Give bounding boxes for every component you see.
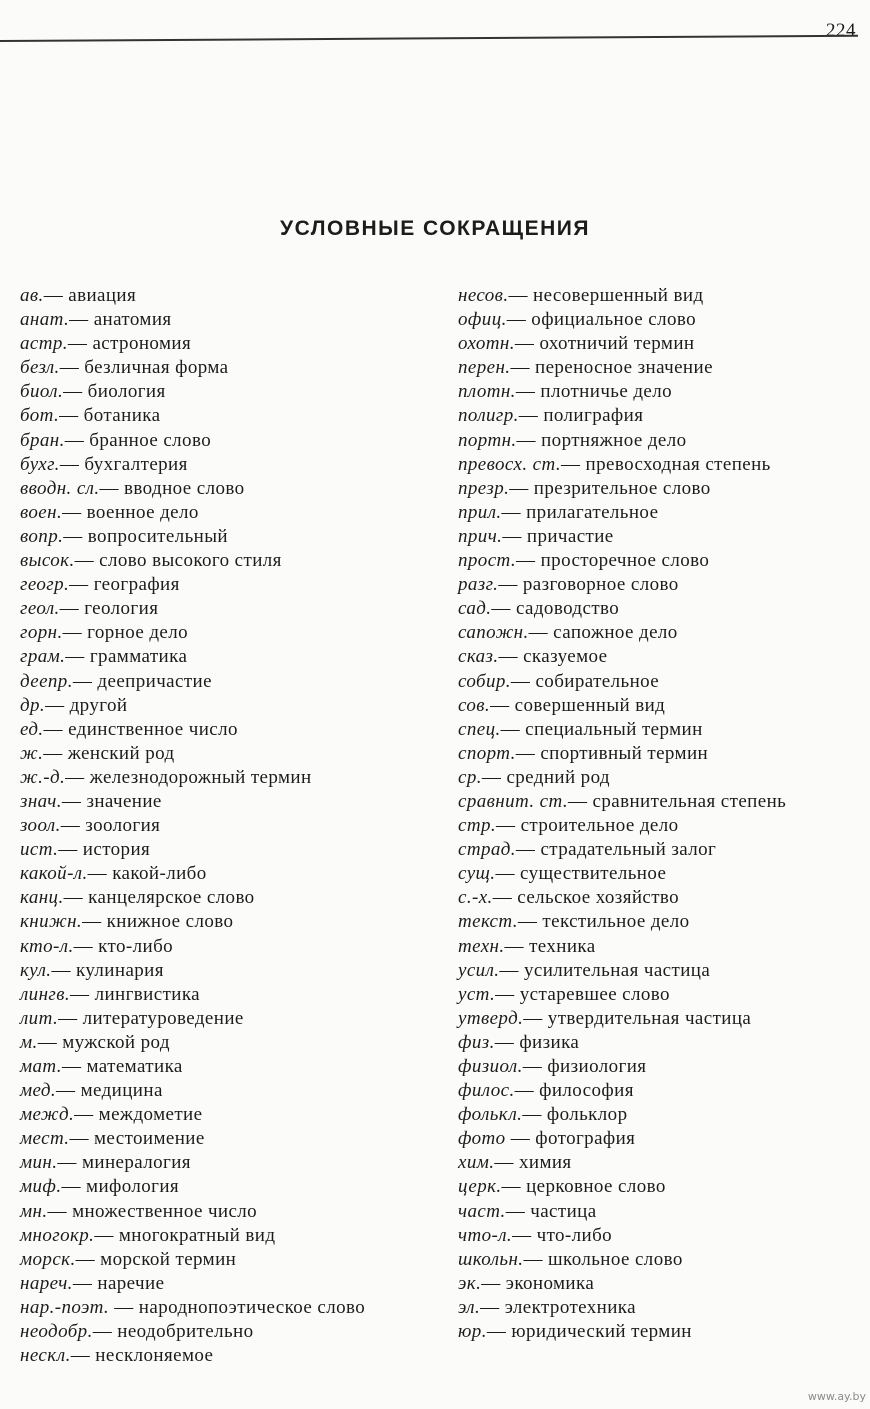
definition: — фотография — [505, 1128, 636, 1150]
abbreviation: др. — [20, 694, 46, 716]
abbreviation-entry — [20, 1175, 425, 1199]
abbreviations-left-column — [20, 284, 425, 1368]
abbreviation-entry — [458, 1151, 856, 1175]
abbreviation: вопр. — [20, 525, 64, 547]
definition: — строительное дело — [496, 815, 679, 837]
abbreviation-entry — [458, 983, 856, 1007]
abbreviation-entry — [20, 1055, 425, 1079]
abbreviation-entry — [458, 380, 856, 404]
definition: — литературоведение — [58, 1007, 244, 1029]
definition: — авиация — [43, 285, 137, 306]
abbreviation: мн. — [20, 1200, 48, 1222]
abbreviation: книжн. — [20, 911, 83, 933]
definition: — превосходная степень — [560, 453, 771, 475]
definition: — другой — [45, 694, 128, 716]
abbreviation: офиц. — [458, 309, 507, 331]
abbreviation-entry — [458, 1248, 856, 1272]
abbreviation-entry — [458, 525, 856, 549]
definition: — минералогия — [57, 1152, 191, 1174]
abbreviation-entry — [20, 1344, 425, 1368]
abbreviation: утверд. — [458, 1007, 524, 1029]
definition: — юридический термин — [486, 1321, 692, 1343]
definition: — средний род — [481, 766, 610, 788]
abbreviation-entry — [458, 284, 856, 308]
abbreviation: анат. — [20, 309, 70, 331]
definition: — охотничий термин — [514, 333, 695, 355]
abbreviation: неодобр. — [20, 1321, 93, 1343]
abbreviation-entry — [20, 1151, 425, 1175]
abbreviation-entry — [20, 332, 425, 356]
abbreviation: кул. — [20, 959, 52, 981]
definition: — прилагательное — [501, 501, 659, 523]
abbreviation-entry — [458, 1320, 856, 1344]
abbreviation: что-л. — [458, 1224, 513, 1246]
definition: — химия — [494, 1152, 572, 1174]
definition: — что-либо — [512, 1224, 613, 1246]
abbreviation: воен. — [20, 501, 63, 523]
definition: — грамматика — [65, 646, 188, 668]
abbreviation-entry — [20, 1079, 425, 1103]
abbreviation: прил. — [458, 501, 502, 523]
abbreviation-entry — [20, 790, 425, 814]
page-number: 224 — [826, 20, 856, 41]
abbreviation: ед. — [20, 718, 44, 740]
abbreviation: высок. — [20, 550, 75, 572]
abbreviation: мест. — [20, 1128, 70, 1150]
definition: — устаревшее слово — [495, 983, 670, 1005]
definition: — специальный термин — [500, 718, 703, 740]
abbreviation: сад. — [458, 598, 492, 620]
definition: — просторечное слово — [516, 550, 710, 572]
abbreviation-entry — [20, 670, 425, 694]
definition: — сказуемое — [498, 646, 608, 668]
abbreviation: бот. — [20, 405, 60, 427]
abbreviation-entry — [20, 1103, 425, 1127]
abbreviation: прост. — [458, 550, 517, 572]
definition: — вводное слово — [99, 477, 245, 499]
definition: — книжное слово — [82, 911, 234, 933]
definition: — полиграфия — [518, 405, 644, 427]
abbreviation: мед. — [20, 1080, 57, 1102]
definition: — единственное число — [43, 718, 238, 740]
abbreviation: миф. — [20, 1176, 62, 1198]
definition: — история — [58, 839, 151, 861]
abbreviation-entry — [458, 332, 856, 356]
abbreviation-entry — [458, 694, 856, 718]
abbreviation-entry — [20, 573, 425, 597]
definition: — физика — [494, 1031, 580, 1053]
abbreviation: филос. — [458, 1080, 515, 1102]
abbreviation-entry — [20, 453, 425, 477]
abbreviation: сапожн. — [458, 622, 529, 644]
definition: — экономика — [481, 1272, 595, 1294]
abbreviation: деепр. — [20, 670, 73, 692]
abbreviation: с.-х. — [458, 887, 493, 909]
abbreviation-entry — [458, 1200, 856, 1224]
abbreviation: биол. — [20, 381, 64, 403]
definition: — народнопоэтическое слово — [109, 1296, 366, 1318]
definition: — канцелярское слово — [63, 887, 255, 909]
abbreviation-entry — [20, 1272, 425, 1296]
abbreviation-entry — [20, 1248, 425, 1272]
abbreviation-entry — [20, 838, 425, 862]
abbreviation: ж.-д. — [20, 766, 66, 788]
abbreviation-entry — [20, 983, 425, 1007]
abbreviation: ав. — [20, 285, 44, 306]
abbreviation-entry — [458, 573, 856, 597]
abbreviation-entry — [458, 356, 856, 380]
abbreviation-entry — [20, 429, 425, 453]
abbreviation: текст. — [458, 911, 518, 933]
definition: — совершенный вид — [490, 694, 666, 716]
abbreviation: усил. — [458, 959, 500, 981]
abbreviation: перен. — [458, 357, 511, 379]
abbreviation: физиол. — [458, 1056, 523, 1077]
definition: — плотничье дело — [515, 381, 673, 403]
abbreviation-entry — [458, 645, 856, 669]
abbreviation-entry — [20, 1031, 425, 1055]
abbreviation-entry — [458, 621, 856, 645]
definition: — слово высокого стиля — [74, 550, 282, 572]
abbreviation: морск. — [20, 1248, 76, 1270]
definition: — военное дело — [62, 501, 199, 523]
abbreviation-entry — [458, 1007, 856, 1031]
definition: — спортивный термин — [515, 742, 709, 764]
abbreviation: знач. — [20, 790, 62, 812]
abbreviation: эк. — [458, 1272, 482, 1294]
definition: — ботаника — [59, 405, 161, 427]
abbreviation-entry — [458, 935, 856, 959]
definition: — сравнительная степень — [568, 790, 787, 812]
abbreviation: ср. — [458, 766, 482, 788]
abbreviation: сказ. — [458, 646, 499, 668]
abbreviation-entry — [20, 525, 425, 549]
abbreviation-entry — [20, 935, 425, 959]
definition: — презрительное слово — [509, 477, 711, 499]
abbreviation: спец. — [458, 718, 501, 740]
abbreviations-right-column — [458, 284, 856, 1344]
abbreviation-entry — [20, 1200, 425, 1224]
abbreviation: зоол. — [20, 815, 61, 837]
abbreviation-entry — [458, 1031, 856, 1055]
abbreviation: церк. — [458, 1176, 502, 1198]
definition: — частица — [505, 1200, 597, 1222]
abbreviation: уст. — [458, 983, 496, 1005]
abbreviation: собир. — [458, 670, 511, 692]
definition: — разговорное слово — [498, 574, 679, 596]
abbreviation: многокр. — [20, 1224, 95, 1246]
definition: — техника — [504, 935, 596, 957]
definition: — безличная форма — [59, 357, 229, 379]
abbreviation: превосх. ст. — [458, 453, 561, 475]
abbreviation-entry — [20, 886, 425, 910]
abbreviation: лингв. — [20, 983, 71, 1005]
abbreviation: сов. — [458, 694, 491, 716]
definition: — официальное слово — [506, 309, 697, 331]
abbreviation: физ. — [458, 1031, 495, 1053]
abbreviation: спорт. — [458, 742, 516, 764]
abbreviation: несов. — [458, 285, 509, 306]
abbreviation: фолькл. — [458, 1104, 523, 1126]
abbreviation-entry — [458, 959, 856, 983]
definition: — астрономия — [67, 333, 192, 355]
definition: — существительное — [495, 863, 667, 885]
definition: — горное дело — [62, 622, 189, 644]
definition: — несклоняемое — [70, 1345, 214, 1367]
abbreviation: фото — [458, 1128, 506, 1150]
abbreviation-entry — [20, 1320, 425, 1344]
definition: — мифология — [61, 1176, 180, 1198]
abbreviation: охотн. — [458, 333, 515, 355]
abbreviation: мин. — [20, 1152, 58, 1174]
definition: — усилительная частица — [499, 959, 711, 981]
abbreviation-entry — [20, 1127, 425, 1151]
abbreviation: астр. — [20, 333, 68, 355]
definition: — анатомия — [69, 309, 172, 331]
definition: — утвердительная частица — [523, 1007, 752, 1029]
abbreviation-entry — [20, 477, 425, 501]
abbreviation: плотн. — [458, 381, 516, 403]
definition: — вопросительный — [63, 525, 228, 547]
abbreviation-entry — [458, 814, 856, 838]
abbreviation: горн. — [20, 622, 63, 644]
definition: — география — [69, 574, 180, 596]
abbreviation: эл. — [458, 1296, 481, 1318]
definition: — портняжное дело — [516, 429, 687, 451]
abbreviation: геол. — [20, 598, 60, 620]
abbreviation-entry — [458, 1224, 856, 1248]
abbreviation-entry — [458, 1127, 856, 1151]
abbreviation-entry — [20, 308, 425, 332]
abbreviation-entry — [20, 380, 425, 404]
abbreviation-entry — [20, 1296, 425, 1320]
definition: — несовершенный вид — [508, 285, 704, 306]
definition: — медицина — [56, 1080, 163, 1102]
abbreviation-entry — [458, 308, 856, 332]
definition: — геология — [59, 598, 159, 620]
definition: — бранное слово — [64, 429, 212, 451]
definition: — философия — [514, 1080, 634, 1102]
abbreviation: нар.-поэт. — [20, 1296, 110, 1318]
definition: — неодобрительно — [92, 1321, 254, 1343]
abbreviation-entry — [20, 814, 425, 838]
definition: — биология — [63, 381, 166, 403]
abbreviation: какой-л. — [20, 863, 88, 885]
abbreviation-entry — [458, 910, 856, 934]
abbreviation-entry — [458, 1296, 856, 1320]
definition: — местоимение — [69, 1128, 205, 1150]
abbreviation: страд. — [458, 839, 516, 861]
abbreviation-entry — [458, 1055, 856, 1079]
abbreviation: презр. — [458, 477, 510, 499]
abbreviation-entry — [458, 1175, 856, 1199]
definition: — электротехника — [480, 1296, 636, 1318]
definition: — междометие — [74, 1104, 203, 1126]
header-rule — [0, 35, 858, 42]
abbreviation: разг. — [458, 574, 499, 596]
definition: — морской термин — [75, 1248, 237, 1270]
definition: — переносное значение — [510, 357, 713, 379]
abbreviation-entry — [20, 742, 425, 766]
watermark: www.ay.by — [807, 1390, 866, 1403]
definition: — сельское хозяйство — [492, 887, 680, 909]
definition: — деепричастие — [72, 670, 212, 692]
definition: — бухгалтерия — [59, 453, 188, 475]
abbreviation: ж. — [20, 742, 44, 764]
definition: — множественное число — [47, 1200, 258, 1222]
definition: — математика — [61, 1056, 183, 1077]
definition: — кулинария — [51, 959, 164, 981]
abbreviation-entry — [20, 862, 425, 886]
abbreviation-entry — [458, 501, 856, 525]
abbreviation-entry — [20, 597, 425, 621]
abbreviation-entry — [458, 838, 856, 862]
definition: — зоология — [60, 815, 161, 837]
page-title: УСЛОВНЫЕ СОКРАЩЕНИЯ — [280, 217, 590, 240]
abbreviation-entry — [458, 429, 856, 453]
abbreviation: безл. — [20, 357, 60, 379]
abbreviation-entry — [458, 670, 856, 694]
abbreviation-entry — [20, 718, 425, 742]
abbreviation-entry — [458, 718, 856, 742]
abbreviation: м. — [20, 1031, 38, 1053]
definition: — многократный вид — [94, 1224, 276, 1246]
abbreviation: ист. — [20, 839, 59, 861]
abbreviation: школьн. — [458, 1248, 524, 1270]
abbreviation-entry — [20, 284, 425, 308]
definition: — женский род — [43, 742, 175, 764]
definition: — железнодорожный термин — [65, 766, 312, 788]
abbreviation-entry — [20, 404, 425, 428]
abbreviation: бран. — [20, 429, 65, 451]
abbreviation: полигр. — [458, 405, 519, 427]
abbreviation: част. — [458, 1200, 506, 1222]
abbreviation-entry — [458, 790, 856, 814]
abbreviation-entry — [20, 766, 425, 790]
definition: — церковное слово — [501, 1176, 666, 1198]
definition: — школьное слово — [523, 1248, 683, 1270]
abbreviation: лит. — [20, 1007, 59, 1029]
abbreviation-entry — [20, 959, 425, 983]
abbreviation: мат. — [20, 1056, 62, 1077]
abbreviation-entry — [20, 1224, 425, 1248]
abbreviation-entry — [458, 404, 856, 428]
abbreviation-entry — [458, 549, 856, 573]
abbreviation: нескл. — [20, 1345, 71, 1367]
abbreviation-entry — [20, 1007, 425, 1031]
abbreviation-entry — [20, 645, 425, 669]
abbreviation: сравнит. ст. — [458, 790, 568, 812]
abbreviation-entry — [20, 356, 425, 380]
abbreviation: канц. — [20, 887, 64, 909]
abbreviation: техн. — [458, 935, 505, 957]
definition: — какой-либо — [87, 863, 207, 885]
definition: — собирательное — [510, 670, 660, 692]
definition: — сапожное дело — [528, 622, 678, 644]
definition: — фольклор — [522, 1104, 628, 1126]
abbreviation-entry — [458, 862, 856, 886]
abbreviation: хим. — [458, 1152, 495, 1174]
definition: — причастие — [502, 525, 614, 547]
definition: — страдательный залог — [515, 839, 717, 861]
definition: — мужской род — [37, 1031, 170, 1053]
definition: — физиология — [522, 1056, 647, 1077]
abbreviation: стр. — [458, 815, 497, 837]
abbreviation-entry — [20, 910, 425, 934]
abbreviation: прич. — [458, 525, 503, 547]
abbreviation-entry — [458, 1272, 856, 1296]
abbreviation: межд. — [20, 1104, 75, 1126]
abbreviation-entry — [458, 597, 856, 621]
definition: — наречие — [72, 1272, 165, 1294]
abbreviation: кто-л. — [20, 935, 74, 957]
abbreviation: вводн. сл. — [20, 477, 100, 499]
abbreviation: юр. — [458, 1321, 487, 1343]
abbreviation-entry — [458, 742, 856, 766]
abbreviation: грам. — [20, 646, 66, 668]
abbreviation-entry — [20, 621, 425, 645]
abbreviation: геогр. — [20, 574, 70, 596]
abbreviation-entry — [20, 549, 425, 573]
abbreviation-entry — [458, 766, 856, 790]
abbreviation-entry — [458, 886, 856, 910]
abbreviation-entry — [20, 694, 425, 718]
definition: — значение — [61, 790, 162, 812]
abbreviation: бухг. — [20, 453, 60, 475]
abbreviation: нареч. — [20, 1272, 73, 1294]
abbreviation-entry — [458, 1079, 856, 1103]
definition: — садоводство — [491, 598, 620, 620]
definition: — текстильное дело — [517, 911, 690, 933]
definition: — кто-либо — [73, 935, 174, 957]
abbreviation-entry — [20, 501, 425, 525]
abbreviation-entry — [458, 453, 856, 477]
abbreviation: портн. — [458, 429, 517, 451]
definition: — лингвистика — [70, 983, 201, 1005]
abbreviation-entry — [458, 477, 856, 501]
abbreviation-entry — [458, 1103, 856, 1127]
abbreviation: сущ. — [458, 863, 496, 885]
